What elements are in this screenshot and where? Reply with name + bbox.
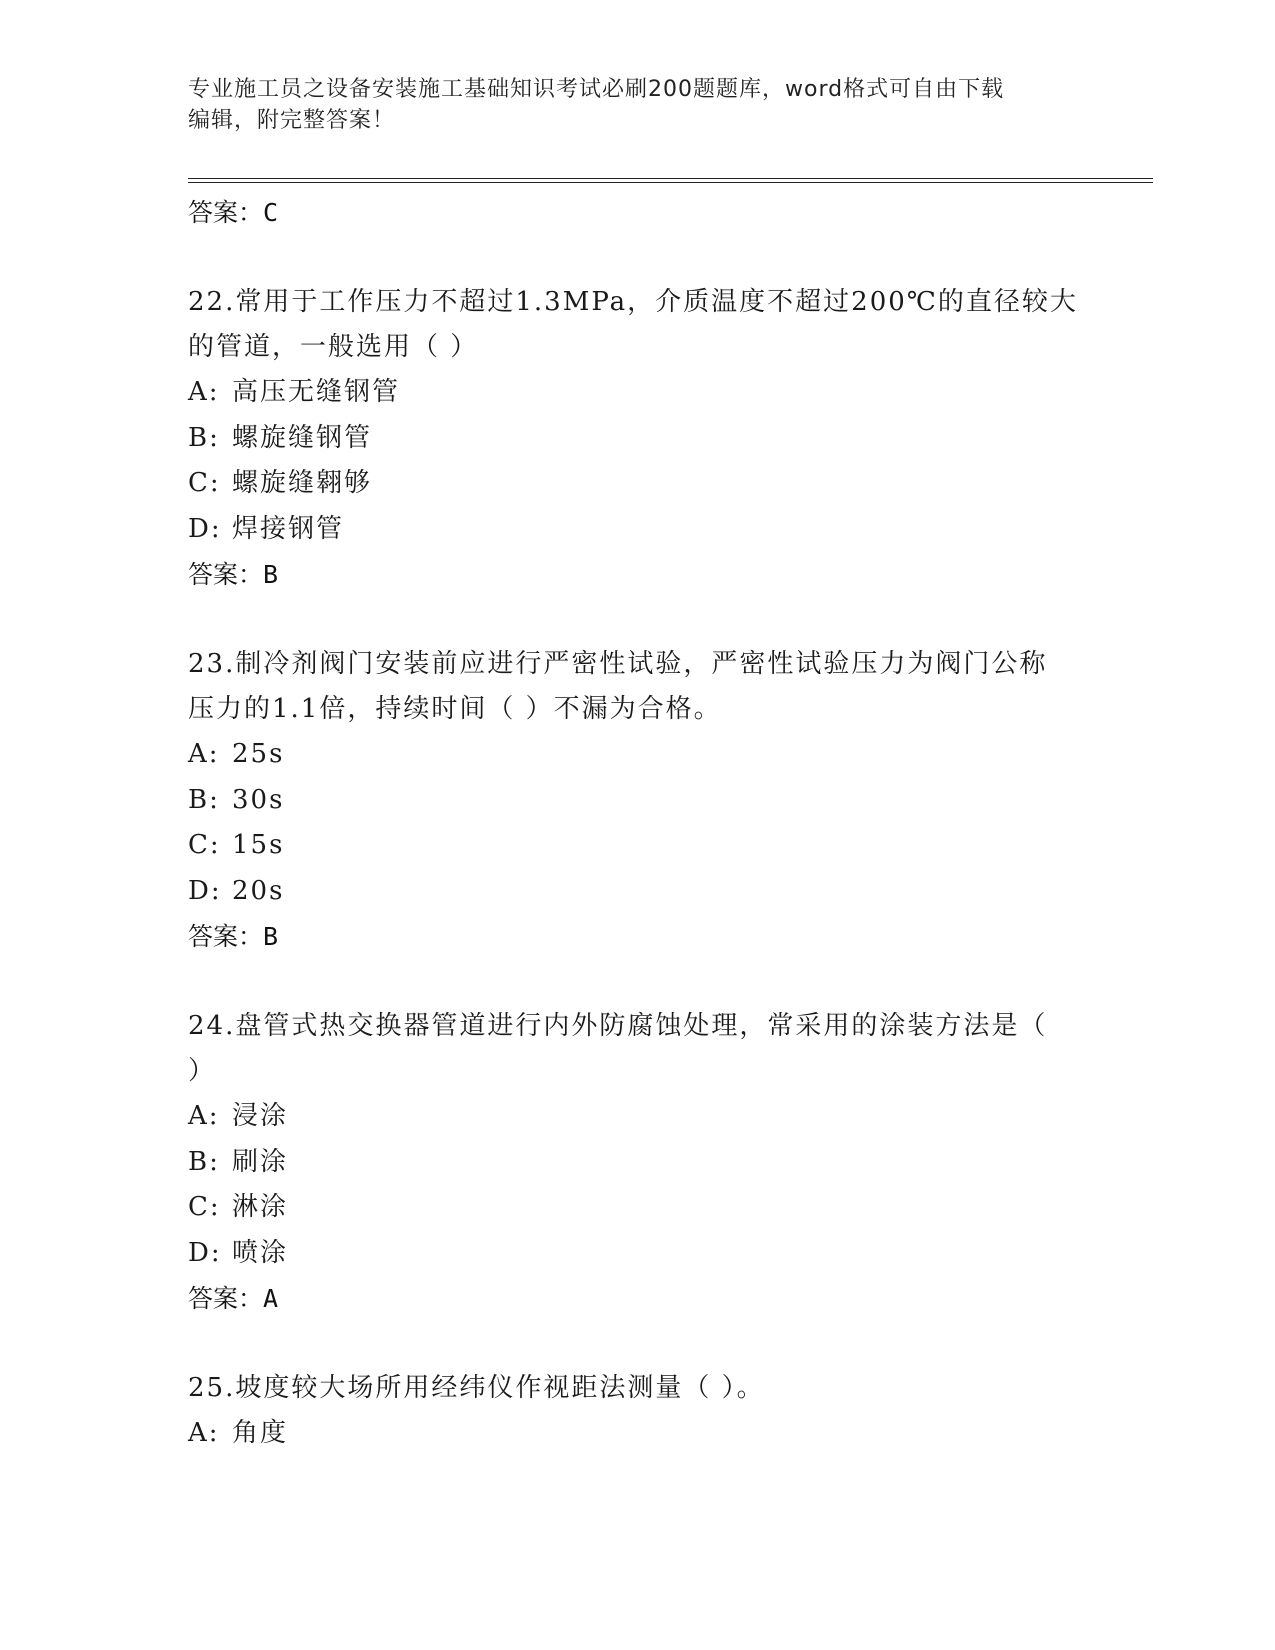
question-line-1: 23.制冷剂阀门安装前应进行严密性试验，严密性试验压力为阀门公称: [188, 649, 1048, 679]
option-b: [188, 778, 1088, 824]
option-c: [188, 823, 1088, 869]
answer-line: [188, 914, 1088, 960]
option-b: [188, 1140, 1088, 1186]
option-text: 30s: [232, 784, 285, 815]
option-text: 淋涂: [232, 1192, 289, 1222]
question-line-1: 24.盘管式热交换器管道进行内外防腐蚀处理，常采用的涂装方法是（: [188, 1011, 1048, 1041]
option-letter: D:: [188, 513, 222, 544]
option-text: 螺旋缝翱够: [232, 468, 373, 498]
option-d: [188, 1231, 1088, 1277]
question-line-2: ）: [188, 1056, 217, 1086]
option-letter: C:: [188, 1192, 221, 1222]
question-line-1: 22.常用于工作压力不超过1.3MPa，介质温度不超过200℃的直径较大: [188, 287, 1078, 317]
question-22: [188, 280, 1088, 598]
option-d: [188, 869, 1088, 915]
option-text: 喷涂: [232, 1237, 289, 1268]
answer-value: B: [263, 560, 279, 589]
option-text: 15s: [232, 830, 285, 860]
answer-line: [188, 1276, 1088, 1322]
option-text: 25s: [232, 739, 285, 769]
document-header: [188, 74, 1068, 136]
option-letter: D:: [188, 1237, 222, 1268]
option-text: 刷涂: [232, 1146, 289, 1177]
option-letter: A:: [188, 377, 220, 407]
option-letter: B:: [188, 1146, 220, 1177]
option-text: 螺旋缝钢管: [232, 422, 373, 453]
option-text: 角度: [232, 1418, 289, 1448]
option-letter: A:: [188, 1418, 220, 1448]
option-a: [188, 1411, 1088, 1457]
option-text: 焊接钢管: [232, 513, 345, 544]
header-divider-bottom: [188, 182, 1153, 183]
option-text: 高压无缝钢管: [232, 377, 401, 407]
option-letter: A:: [188, 1101, 220, 1131]
question-line-1: 25.坡度较大场所用经纬仪作视距法测量（ ）。: [188, 1373, 765, 1403]
option-letter: B:: [188, 784, 220, 815]
option-text: 20s: [232, 875, 285, 906]
question-text: [188, 280, 1088, 370]
question-text: [188, 1366, 1088, 1411]
option-a: [188, 370, 1088, 416]
question-list: [188, 190, 1088, 1457]
option-letter: B:: [188, 422, 220, 453]
option-a: [188, 1094, 1088, 1140]
answer-value: A: [263, 1284, 279, 1313]
option-b: [188, 416, 1088, 462]
question-line-2: 的管道，一般选用（ ）: [188, 332, 479, 362]
option-a: [188, 732, 1088, 778]
option-c: [188, 461, 1088, 507]
header-divider-top: [188, 178, 1153, 179]
question-23: [188, 642, 1088, 960]
question-text: [188, 1004, 1088, 1094]
option-text: 浸涂: [232, 1101, 289, 1131]
question-line-2: 压力的1.1倍，持续时间（ ）不漏为合格。: [188, 694, 722, 724]
header-line-1: 专业施工员之设备安装施工基础知识考试必刷200题题库，word格式可自由下载: [188, 77, 1005, 102]
question-24: [188, 1004, 1088, 1322]
answer-label: 答案：: [188, 1284, 264, 1313]
answer-label: 答案：: [188, 198, 264, 227]
header-line-2: 编辑，附完整答案！: [188, 108, 396, 133]
option-letter: A:: [188, 739, 220, 769]
answer-line: [188, 190, 1088, 236]
answer-label: 答案：: [188, 922, 264, 951]
option-letter: C:: [188, 830, 221, 860]
answer-label: 答案：: [188, 560, 264, 589]
answer-line: [188, 552, 1088, 598]
option-d: [188, 507, 1088, 553]
answer-value: B: [263, 922, 279, 951]
option-c: [188, 1185, 1088, 1231]
answer-value: C: [263, 198, 279, 227]
question-text: [188, 642, 1088, 732]
option-letter: C:: [188, 468, 221, 498]
option-letter: D:: [188, 875, 222, 906]
question-25: [188, 1366, 1088, 1457]
